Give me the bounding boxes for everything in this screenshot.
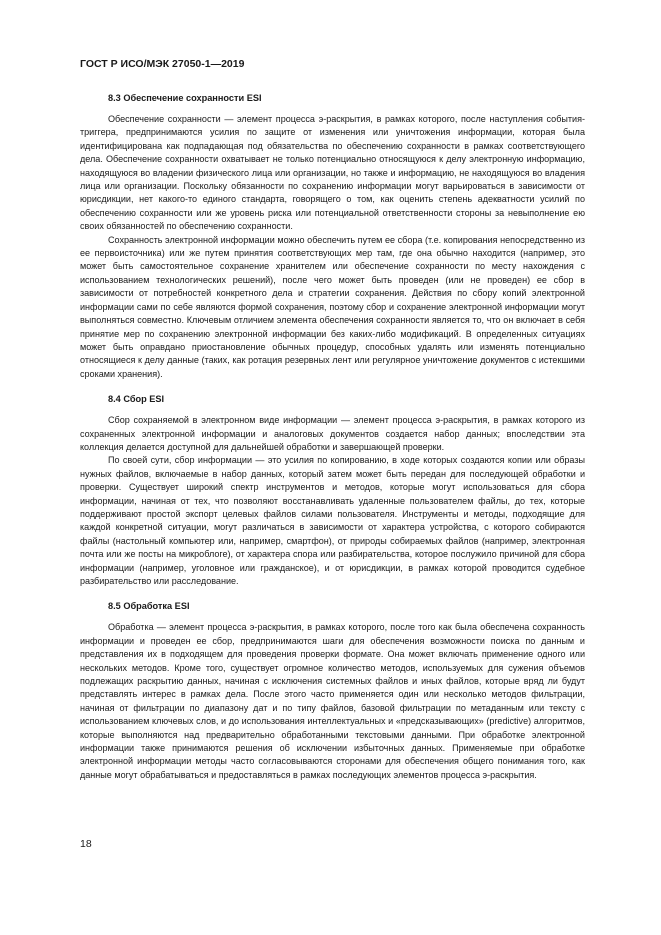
section-heading: 8.4 Сбор ESI: [108, 394, 165, 405]
section-8-5: [80, 600, 585, 782]
paragraph: По своей сути, сбор информации — это усилия по копированию, в ходе которых создаются копии или образы нужных файлов, включаемые в набор данных, который затем может быть передан для последующей обработки и проверки. Существует широкий спектр инструментов и методов, которые могут использоваться для сбора информации, начиная от тех, что позволяют восстанавливать удаленные пользователем файлы, до тех, которые поддерживают простой экспорт целевых файлов силами пользователя. Инструменты и методы, подходящие для каждой конкретной ситуации, могут различаться в зависимости от характера устройства, с которого собираются файлы (настольный компьютер или, например, смартфон), от природы собираемых файлов (например, электронная почта или же посты на микроблоге), от характера спора или разбирательства, которое послужило причиной для сбора информации (например, уголовное или гражданское), и от юрисдикции, в рамках которой проводится судебное разбирательство или расследование.: [80, 455, 585, 586]
paragraph: Сохранность электронной информации можно обеспечить путем ее сбора (т.е. копирования непосредственно из ее первоисточника) или же путем принятия соответствующих мер там, где она обычно находится (например, это может быть самостоятельное сохранение хранителем или обеспечение сохранности по месту нахождения с использованием технологических решений), после чего может быть проведен (или не проведен) ее сбор в зависимости от потребностей конкретного дела и стратегии сохранения. Действия по сбору копий электронной информации сами по себе являются формой сохранения, поэтому сбор и сохранение электронной информации могут выполняться совместно. Ключевым отличием элемента обеспечения сохранности является то, что он включает в себя принятие мер по сохранению электронной информации без каких-либо модификаций. В определенных ситуациях может быть оправдано приостановление обычных процедур, способных удалять или изменять потенциально относящиеся к делу данные (таких, как ротация резервных лент или регулярное уничтожение документов с истекшими сроками хранения).: [80, 234, 585, 379]
section-8-4: [80, 393, 585, 588]
paragraph: Сбор сохраняемой в электронном виде информации — элемент процесса э-раскрытия, в рамках которого из сохраненных электронной информации и аналоговых документов создается набор данных; впоследствии эта коллекция делается доступной для дальнейшей обработки и завершающей проверки.: [80, 415, 585, 452]
page-number: 18: [80, 838, 92, 850]
paragraph: Обеспечение сохранности — элемент процесса э-раскрытия, в рамках которого, после наступления события-триггера, предпринимаются усилия по защите от изменения или уничтожения информации, которая была идентифицирована как подпадающая под обязательства по обеспечению сохранности в рамках соответствующего дела. Обеспечение сохранности охватывает не только потенциально относящуюся к делу электронную информацию, находящуюся во владении физического лица или организации, но также и информацию, не находящуюся во владения лица или организации. Поскольку обязанности по сохранению информации могут варьироваться в зависимости от юрисдикции, нет какого-то единого стандарта, говорящего о том, как оценить степень адекватности усилий по обеспечению сохранности или же уровень риска или потенциальной ответственности стороны за невыполнение ею своих обязанностей по обеспечению сохранности.: [80, 114, 585, 232]
section-heading: 8.3 Обеспечение сохранности ESI: [108, 93, 262, 103]
section-8-3: [80, 92, 585, 381]
document-header: ГОСТ Р ИСО/МЭК 27050-1—2019: [80, 58, 245, 70]
paragraph: Обработка — элемент процесса э-раскрытия, в рамках которого, после того как была обеспечена сохранность информации и проведен ее сбор, предпринимаются шаги для обеспечения возможности поиска по данным и представления их в подходящем для проведения проверки формате. Она может включать применение одного или нескольких методов. Кроме того, существует огромное количество методов, используемых для сужения объемов подлежащих раскрытию данных, начиная с исключения системных файлов и иных файлов, которые вряд ли будут представлять интерес в рамках дела. После этого часто применяется один или несколько методов фильтрации, начиная от фильтрации по диапазону дат и по типу файлов, базовой фильтрации по метаданным или тексту с использованием ключевых слов, и до использования интеллектуальных и «предсказывающих» (predictive) алгоритмов, которые выполняются над предварительно обработанными текстовыми данными. При обработке электронной информации также принимаются решения об исключении избыточных данных. Применяемые при обработке электронной информации методы часто согласовываются сторонами для обеспечения общего понимания того, как данные могут обрабатываться и предоставляться в рамках последующих элементов процесса э-раскрытия.: [80, 622, 585, 780]
section-heading: 8.5 Обработка ESI: [108, 601, 190, 612]
document-body: [80, 92, 585, 782]
